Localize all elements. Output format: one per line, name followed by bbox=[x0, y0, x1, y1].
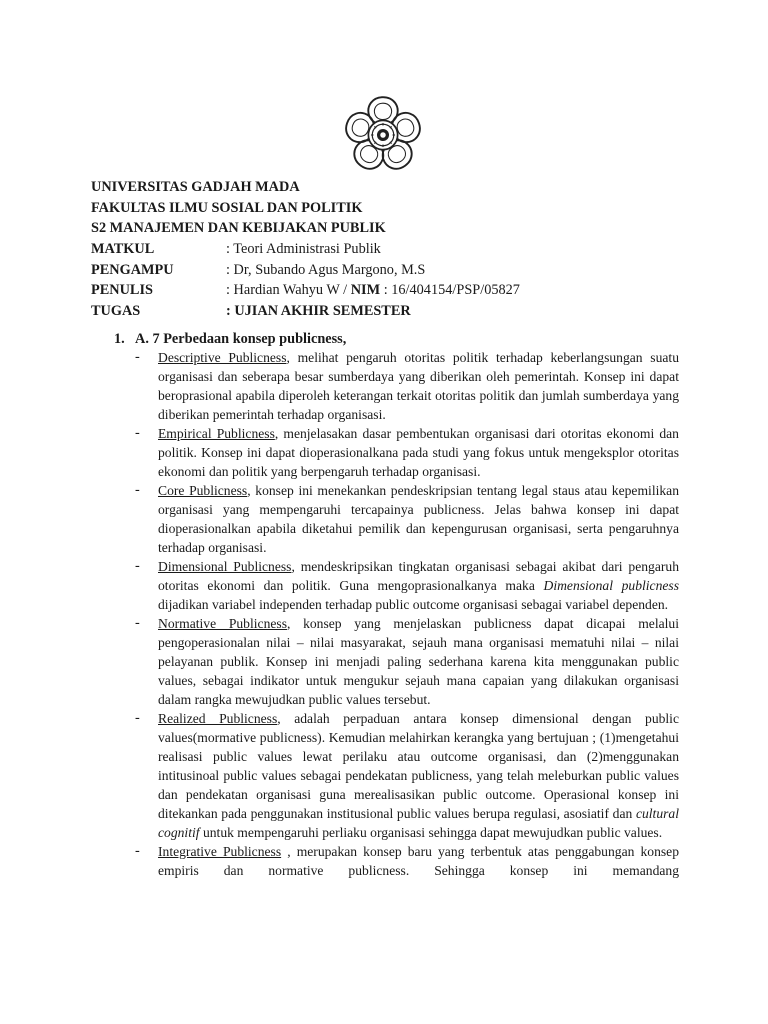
author-name: : Hardian Wahyu W / bbox=[226, 282, 351, 299]
dash-bullet: - bbox=[135, 710, 140, 726]
university-name: UNIVERSITAS GADJAH MADA bbox=[91, 179, 300, 195]
item-text: , melihat pengaruh otoritas politik terhadap keberlangsungan suatu organisasi dan seberapa besar sumberdaya yang diberikan oleh pemerintah. Konsep ini dapat beroprasional apabila diperoleh keterangan terkait otoritas politik dan jumlah sumberdaya yang diberikan pemerintah terhadap organisasi. bbox=[158, 350, 679, 422]
meta-row-penulis bbox=[91, 280, 691, 301]
item-paragraph bbox=[158, 709, 679, 842]
meta-row-tugas bbox=[91, 301, 691, 322]
question-heading bbox=[114, 329, 346, 349]
meta-value: : UJIAN AKHIR SEMESTER bbox=[226, 303, 411, 320]
item-text: untuk mempengaruhi perliaku organisasi sehingga dapat mewujudkan public values. bbox=[199, 825, 663, 840]
item-paragraph bbox=[158, 348, 679, 424]
faculty-name: FAKULTAS ILMU SOSIAL DAN POLITIK bbox=[91, 199, 363, 216]
document-header bbox=[91, 177, 691, 322]
item-italic-term: Dimensional publicness bbox=[543, 578, 680, 593]
list-item bbox=[135, 709, 679, 842]
meta-key: TUGAS bbox=[91, 303, 141, 320]
item-text: , menjelasakan dasar pembentukan organisasi dari otoritas ekonomi dan politik. Konsep ini dapat dioperasionalkana pada studi yang fokus untuk mengeksplor otoritas ekonomi dan politik yang berpengaruh terhadap organisasi. bbox=[158, 426, 679, 479]
list-item bbox=[135, 481, 679, 557]
dash-bullet: - bbox=[135, 558, 140, 574]
dash-bullet: - bbox=[135, 425, 140, 441]
list-item bbox=[135, 842, 679, 880]
program-name: S2 MANAJEMEN DAN KEBIJAKAN PUBLIK bbox=[91, 220, 386, 237]
item-paragraph bbox=[158, 842, 679, 880]
question-title: A. 7 Perbedaan konsep publicness, bbox=[135, 331, 347, 347]
item-term: Descriptive Publicness bbox=[158, 350, 287, 365]
publicness-list bbox=[135, 348, 679, 880]
item-paragraph bbox=[158, 424, 679, 481]
meta-row-pengampu bbox=[91, 260, 691, 281]
item-text: , mendeskripsikan tingkatan organisasi sebagai akibat dari pengaruh otoritas ekonomi dan politik. Guna mengoprasionalkanya maka bbox=[158, 559, 679, 593]
nim-label: NIM bbox=[350, 282, 381, 299]
item-paragraph bbox=[158, 481, 679, 557]
item-term: Realized Publicness bbox=[158, 711, 278, 726]
item-text: dijadikan variabel independen terhadap public outcome organisasi sebagai variabel dependen. bbox=[158, 597, 669, 612]
item-term: Dimensional Publicness bbox=[158, 559, 292, 574]
meta-value: : Dr, Subando Agus Margono, M.S bbox=[226, 261, 426, 278]
dash-bullet: - bbox=[135, 843, 140, 859]
meta-key: PENGAMPU bbox=[91, 261, 174, 278]
item-text: , konsep ini menekankan pendeskripsian tentang legal staus atau kepemilikan organisasi yang mempengaruhi tercapainya publicness. Jelas bahwa konsep ini dapat dioperasionalkan apabila diketahui pemilik dan kepengurusan organisasi, serta pengaruhnya terhadap organisasi. bbox=[158, 483, 680, 555]
list-item bbox=[135, 348, 679, 424]
item-text: , merupakan konsep baru yang terbentuk atas penggabungan konsep empiris dan normative publicness. Sehingga konsep ini memandang bbox=[158, 844, 679, 878]
item-text: , konsep yang menjelaskan publicness dapat dicapai melalui pengoperasionalan nilai – nilai masyarakat, sejauh mana organisasi mematuhi nilai – nilai pelayanan publik. Konsep ini menjadi paling sederhana karena kita menggunakan public values, sebagai indikator untuk mengukur sejauh mana capaian yang dilakukan organisasi dalam rangka mewujudkan public values tersebut. bbox=[158, 616, 679, 707]
list-item bbox=[135, 557, 679, 614]
meta-key: MATKUL bbox=[91, 241, 155, 258]
nim-value: : 16/404154/PSP/05827 bbox=[380, 282, 520, 299]
item-term: Core Publicness bbox=[158, 483, 248, 498]
dash-bullet: - bbox=[135, 482, 140, 498]
dash-bullet: - bbox=[135, 615, 140, 631]
meta-key: PENULIS bbox=[91, 282, 153, 299]
item-paragraph bbox=[158, 557, 679, 614]
university-seal-logo bbox=[340, 92, 426, 178]
meta-value bbox=[226, 280, 520, 301]
item-term: Empirical Publicness bbox=[158, 426, 275, 441]
list-item bbox=[135, 424, 679, 481]
item-term: Normative Publicness bbox=[158, 616, 287, 631]
list-item bbox=[135, 614, 679, 709]
item-italic-term: cultural cognitif bbox=[158, 806, 679, 840]
meta-row-matkul bbox=[91, 239, 691, 260]
question-number: 1. bbox=[114, 331, 125, 347]
meta-value: : Teori Administrasi Publik bbox=[226, 241, 381, 258]
item-text: , adalah perpaduan antara konsep dimensional dengan public values(mormative publicness). Kemudian melahirkan kerangka yang bertujuan ; (1)mengetahui realisasi public values lewat perilaku atau outcome organisasi, dan (2)menggunakan intitusinoal public values sebagai pendekatan publicness, yang telah meleburkan public values dan pendekatan organisasi guna merealisasikan public outcome. Operasional konsep ini ditekankan pada penggunakan institusional public values berupa regulasi, asosiatif dan bbox=[158, 711, 679, 821]
item-paragraph bbox=[158, 614, 679, 709]
dash-bullet: - bbox=[135, 349, 140, 365]
item-term: Integrative Publicness bbox=[158, 844, 282, 859]
